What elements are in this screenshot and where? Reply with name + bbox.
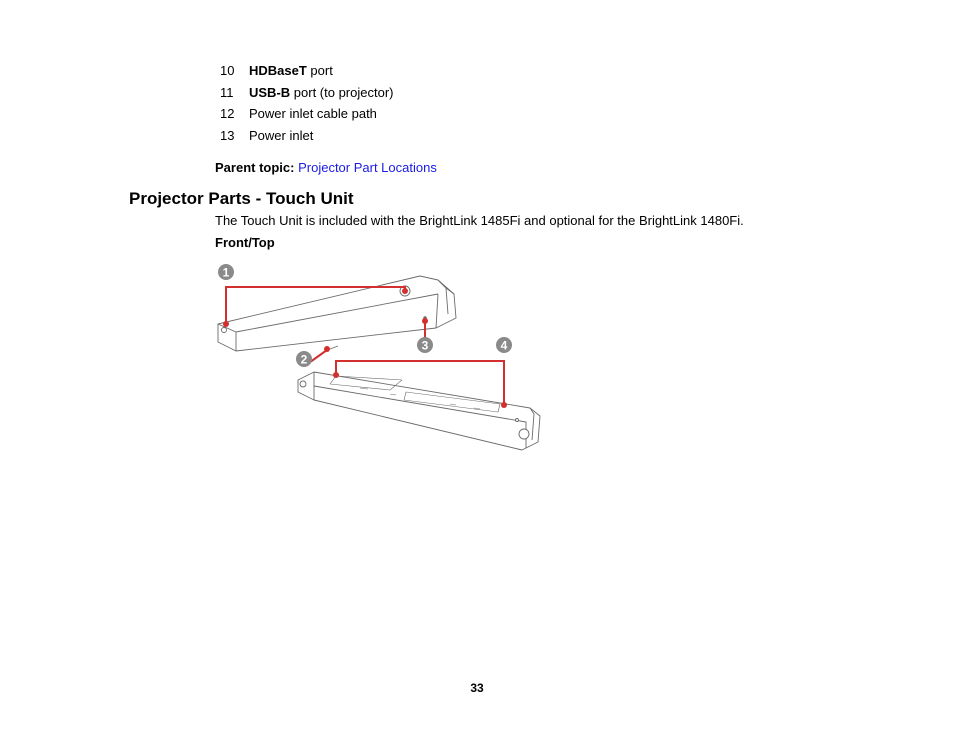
item-label: Power inlet cable path <box>249 106 377 121</box>
item-bold-label: USB-B <box>249 85 291 100</box>
callout-badge-3 <box>417 337 433 353</box>
touch-unit-illustration <box>210 258 550 463</box>
callout-badge-2 <box>296 351 312 367</box>
parent-topic-link[interactable]: Projector Part Locations <box>298 160 437 175</box>
item-number: 12 <box>220 106 235 121</box>
item-label: port (to projector) <box>290 85 394 100</box>
svg-text:2: 2 <box>300 352 308 367</box>
item-number: 13 <box>220 128 235 143</box>
svg-text:1: 1 <box>222 265 230 280</box>
page-number: 33 <box>470 681 484 695</box>
parent-topic-label: Parent topic: <box>215 160 295 175</box>
item-label: Power inlet <box>249 128 314 143</box>
list-item <box>220 106 377 122</box>
section-heading: Projector Parts - Touch Unit <box>129 189 354 208</box>
list-item <box>220 63 333 79</box>
touch-unit-drawing <box>210 258 550 458</box>
intro-text: The Touch Unit is included with the BrightLink 1485Fi and optional for the BrightLink 1480Fi. <box>215 213 744 228</box>
callout-badge-1 <box>218 264 234 280</box>
item-number: 11 <box>220 85 234 100</box>
item-label: port <box>306 63 333 78</box>
list-item <box>220 128 313 144</box>
svg-text:4: 4 <box>500 338 508 353</box>
lower-unit-lens <box>519 429 529 439</box>
subheading: Front/Top <box>215 235 275 250</box>
list-item <box>220 85 394 101</box>
parent-topic <box>215 160 437 176</box>
callout-badge-4 <box>496 337 512 353</box>
svg-text:3: 3 <box>421 338 429 353</box>
item-number: 10 <box>220 63 235 78</box>
item-bold-label: HDBaseT <box>249 63 307 78</box>
